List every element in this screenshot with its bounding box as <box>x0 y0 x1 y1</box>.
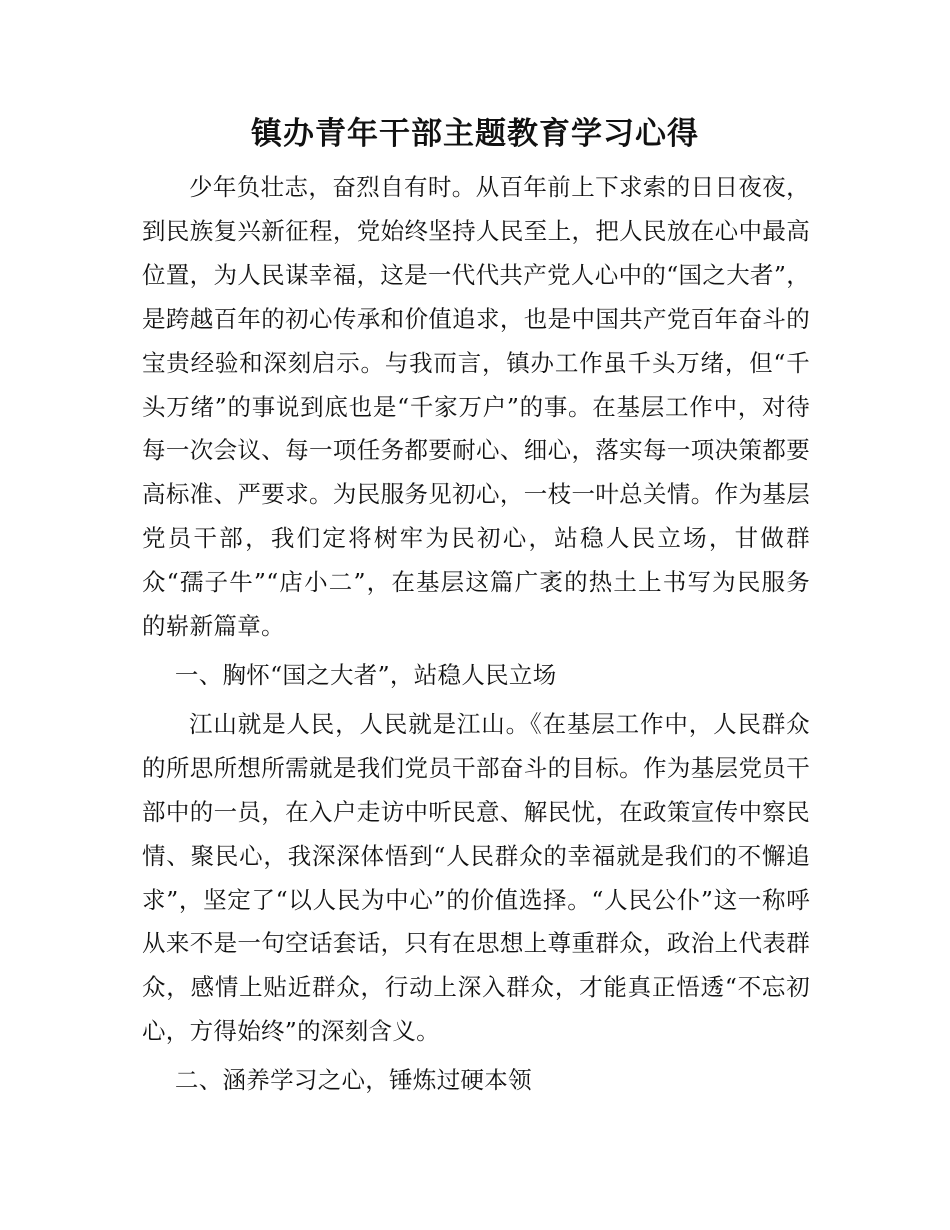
section-1-paragraph: 江山就是人民，人民就是江山。《在基层工作中，人民群众的所思所想所需就是我们党员干部奋斗的目标。作为基层党员干部中的一员，在入户走访中听民意、解民忧，在政策宣传中察民情、聚民心，我深深体悟到“人民群众的幸福就是我们的不懈追求”，坚定了“以人民为中心”的价值选择。“人民公仆”这一称呼从来不是一句空话套话，只有在思想上尊重群众，政治上代表群众，感情上贴近群众，行动上深入群众，才能真正悟透“不忘初心，方得始终”的深刻含义。 <box>142 709 810 1046</box>
document-title: 镇办青年干部主题教育学习心得 <box>251 116 699 152</box>
intro-paragraph: 少年负壮志，奋烈自有时。从百年前上下求索的日日夜夜，到民族复兴新征程，党始终坚持人民至上，把人民放在心中最高位置，为人民谋幸福，这是一代代共产党人心中的“国之大者”，是跨越百年的初心传承和价值追求，也是中国共产党百年奋斗的宝贵经验和深刻启示。与我而言，镇办工作虽千头万绪，但“千头万绪”的事说到底也是“千家万户”的事。在基层工作中，对待每一次会议、每一项任务都要耐心、细心，落实每一项决策都要高标准、严要求。为民服务见初心，一枝一叶总关情。作为基层党员干部，我们定将树牢为民初心，站稳人民立场，甘做群众“孺子牛”“店小二”，在基层这篇广袤的热土上书写为民服务的崭新篇章。 <box>142 173 810 641</box>
section-heading-1: 一、胸怀“国之大者”，站稳人民立场 <box>174 660 557 689</box>
document-body <box>142 166 810 1103</box>
section-heading-2: 二、涵养学习之心，锤炼过硬本领 <box>174 1066 532 1095</box>
